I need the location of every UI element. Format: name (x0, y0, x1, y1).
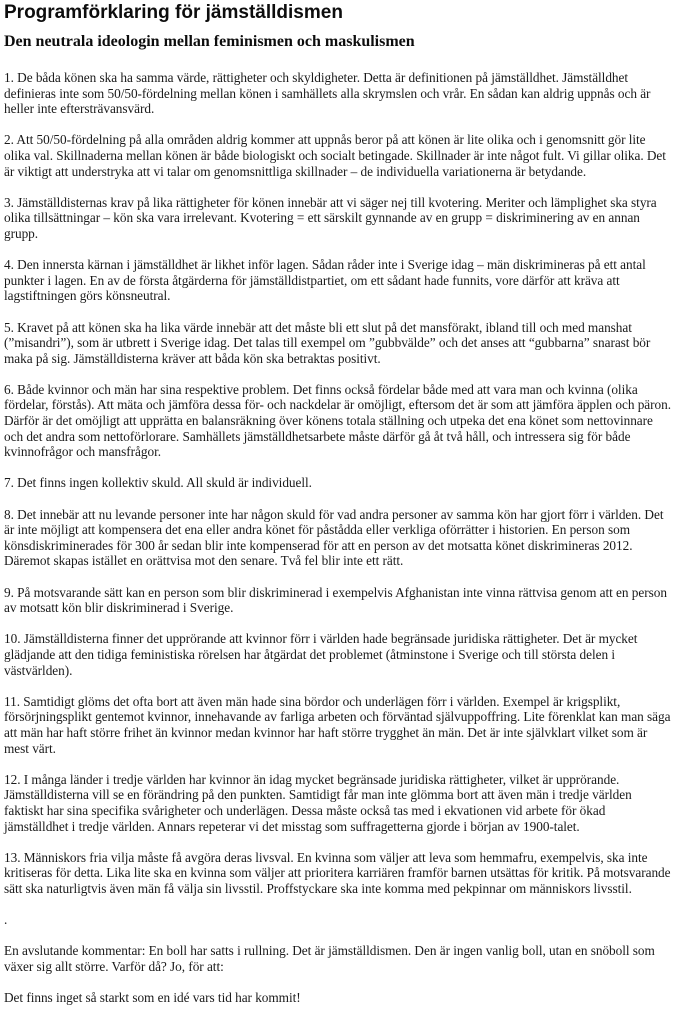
paragraph-4: 4. Den innersta kärnan i jämställdhet är likhet inför lagen. Sådan råder inte i Sverige idag – män diskrimineras på ett antal punkter i lagen. En av de första åtgärderna för jämställdistpartiet, om ett sådant hade funnits, vore därför att kräva att lagstiftningen görs könsneutral. (4, 257, 646, 304)
paragraph-1: 1. De båda könen ska ha samma värde, rättigheter och skyldigheter. Detta är definitionen på jämställdhet. Jämställdhet definieras inte som 50/50-fördelning mellan könen i samhällets alla skrymslen och vrår. En sådan kan aldrig uppnås och är heller inte eftersträvansvärd. (4, 70, 651, 117)
paragraph-2: 2. Att 50/50-fördelning på alla områden aldrig kommer att uppnås beror på att könen är lite olika och i genomsnitt gör lite olika val. Skillnaderna mellan könen är både biologiskt och socialt betingade. Skillnader är inte något fult. Vi gillar olika. Det är viktigt att understryka att vi talar om genomsnittliga skillnader – de individuella variationerna är betydande. (4, 132, 666, 179)
paragraph-7: 7. Det finns ingen kollektiv skuld. All skuld är individuell. (4, 475, 312, 491)
page-subtitle: Den neutrala ideologin mellan feminismen och maskulismen (4, 33, 415, 50)
paragraph-8: 8. Det innebär att nu levande personer inte har någon skuld för vad andra personer av samma kön har gjort förr i världen. Det är inte möjligt att kompensera det ena eller andra könet för påstådda eller verkliga oförrätter i historien. En person som könsdiskriminerades för 300 år sedan blir inte kompenserad för att en person av det motsatta könet diskrimineras 2012. Däremot skapas istället en orättvisa mot den senare. Två fel blir inte ett rätt. (4, 506, 664, 569)
closing-comment: En avslutande kommentar: En boll har satts i rullning. Det är jämställdismen. Den är ingen vanlig boll, utan en snöboll som växer sig allt större. Varför då? Jo, för att: (4, 943, 655, 974)
page-title: Programförklaring för jämställdismen (4, 2, 343, 23)
document-body (4, 70, 672, 1006)
paragraph-13: 13. Människors fria vilja måste få avgöra deras livsval. En kvinna som väljer att leva som hemmafru, exempelvis, ska inte kritiseras för detta. Lika lite ska en kvinna som väljer att prioritera karriären framför barnen utsättas för kritik. På motsvarande sätt ska naturligtvis även män få välja sin livsstil. Proffstyckare ska inte komma med pekpinnar om människors livsstil. (4, 849, 671, 896)
paragraph-6: 6. Både kvinnor och män har sina respektive problem. Det finns också fördelar både med att vara man och kvinna (olika fördelar, förstås). Att mäta och jämföra dessa för- och nackdelar är omöjligt, eftersom det är som att jämföra äpplen och päron. Därför är det omöjligt att upprätta en balansräkning över könens totala ställning och utpeka det ena könet som nettovinnare och det andra som nettoförlorare. Samhällets jämställdhetsarbete måste därför gå åt två håll, och intressera sig för både kvinnofrågor och mansfrågor. (4, 381, 671, 460)
paragraph-10: 10. Jämställdisterna finner det upprörande att kvinnor förr i världen hade begränsade juridiska rättigheter. Det är mycket glädjande att den tidiga feministiska rörelsen har åtgärdat det problemet (åtminstone i Sverige och till största delen i västvärlden). (4, 631, 638, 678)
paragraph-9: 9. På motsvarande sätt kan en person som blir diskriminerad i exempelvis Afghanistan inte vinna rättvisa genom att en person av motsatt kön blir diskriminerad i Sverige. (4, 584, 667, 616)
paragraph-3: 3. Jämställdisternas krav på lika rättigheter för könen innebär att vi säger nej till kvotering. Meriter och lämplighet ska styra olika tillsättningar – kön ska vara irrelevant. Kvotering = ett särskilt gynnande av en grupp = diskriminering av en annan grupp. (4, 194, 657, 241)
paragraph-11: 11. Samtidigt glöms det ofta bort att även män hade sina bördor och underlägen förr i världen. Exempel är krigsplikt, försörjningsplikt gentemot kvinnor, innehavande av farliga arbeten och förväntad självuppoffring. Lite förenklat kan man säga att män har haft större frihet än kvinnor medan kvinnor har haft större trygghet än män. Det är inte självklart vilket som är mest värt. (4, 693, 671, 756)
paragraph-12: 12. I många länder i tredje världen har kvinnor än idag mycket begränsade juridiska rättigheter, vilket är upprörande. Jämställdisterna vill se en förändring på den punkten. Samtidigt får man inte glömma bort att även män i tredje världen faktiskt har sina specifika svårigheter och underlägen. Dessa måste också tas med i ekvationen vid arbete för ökad jämställdhet i tredje världen. Annars repeterar vi det misstag som suffragetterna gjorde i början av 1900-talet. (4, 771, 632, 834)
separator-dot: . (4, 912, 8, 928)
paragraph-5: 5. Kravet på att könen ska ha lika värde innebär att det måste bli ett slut på det mansförakt, ibland till och med manshat (”misandri”), som är utbrett i Sverige idag. Det talas till exempel om ”gubbvälde” och det anses att “gubbarna” snarast bör maka på sig. Jämställdisterna kräver att båda kön ska betraktas positivt. (4, 319, 651, 366)
closing-quote: Det finns inget så starkt som en idé vars tid har kommit! (4, 990, 301, 1006)
